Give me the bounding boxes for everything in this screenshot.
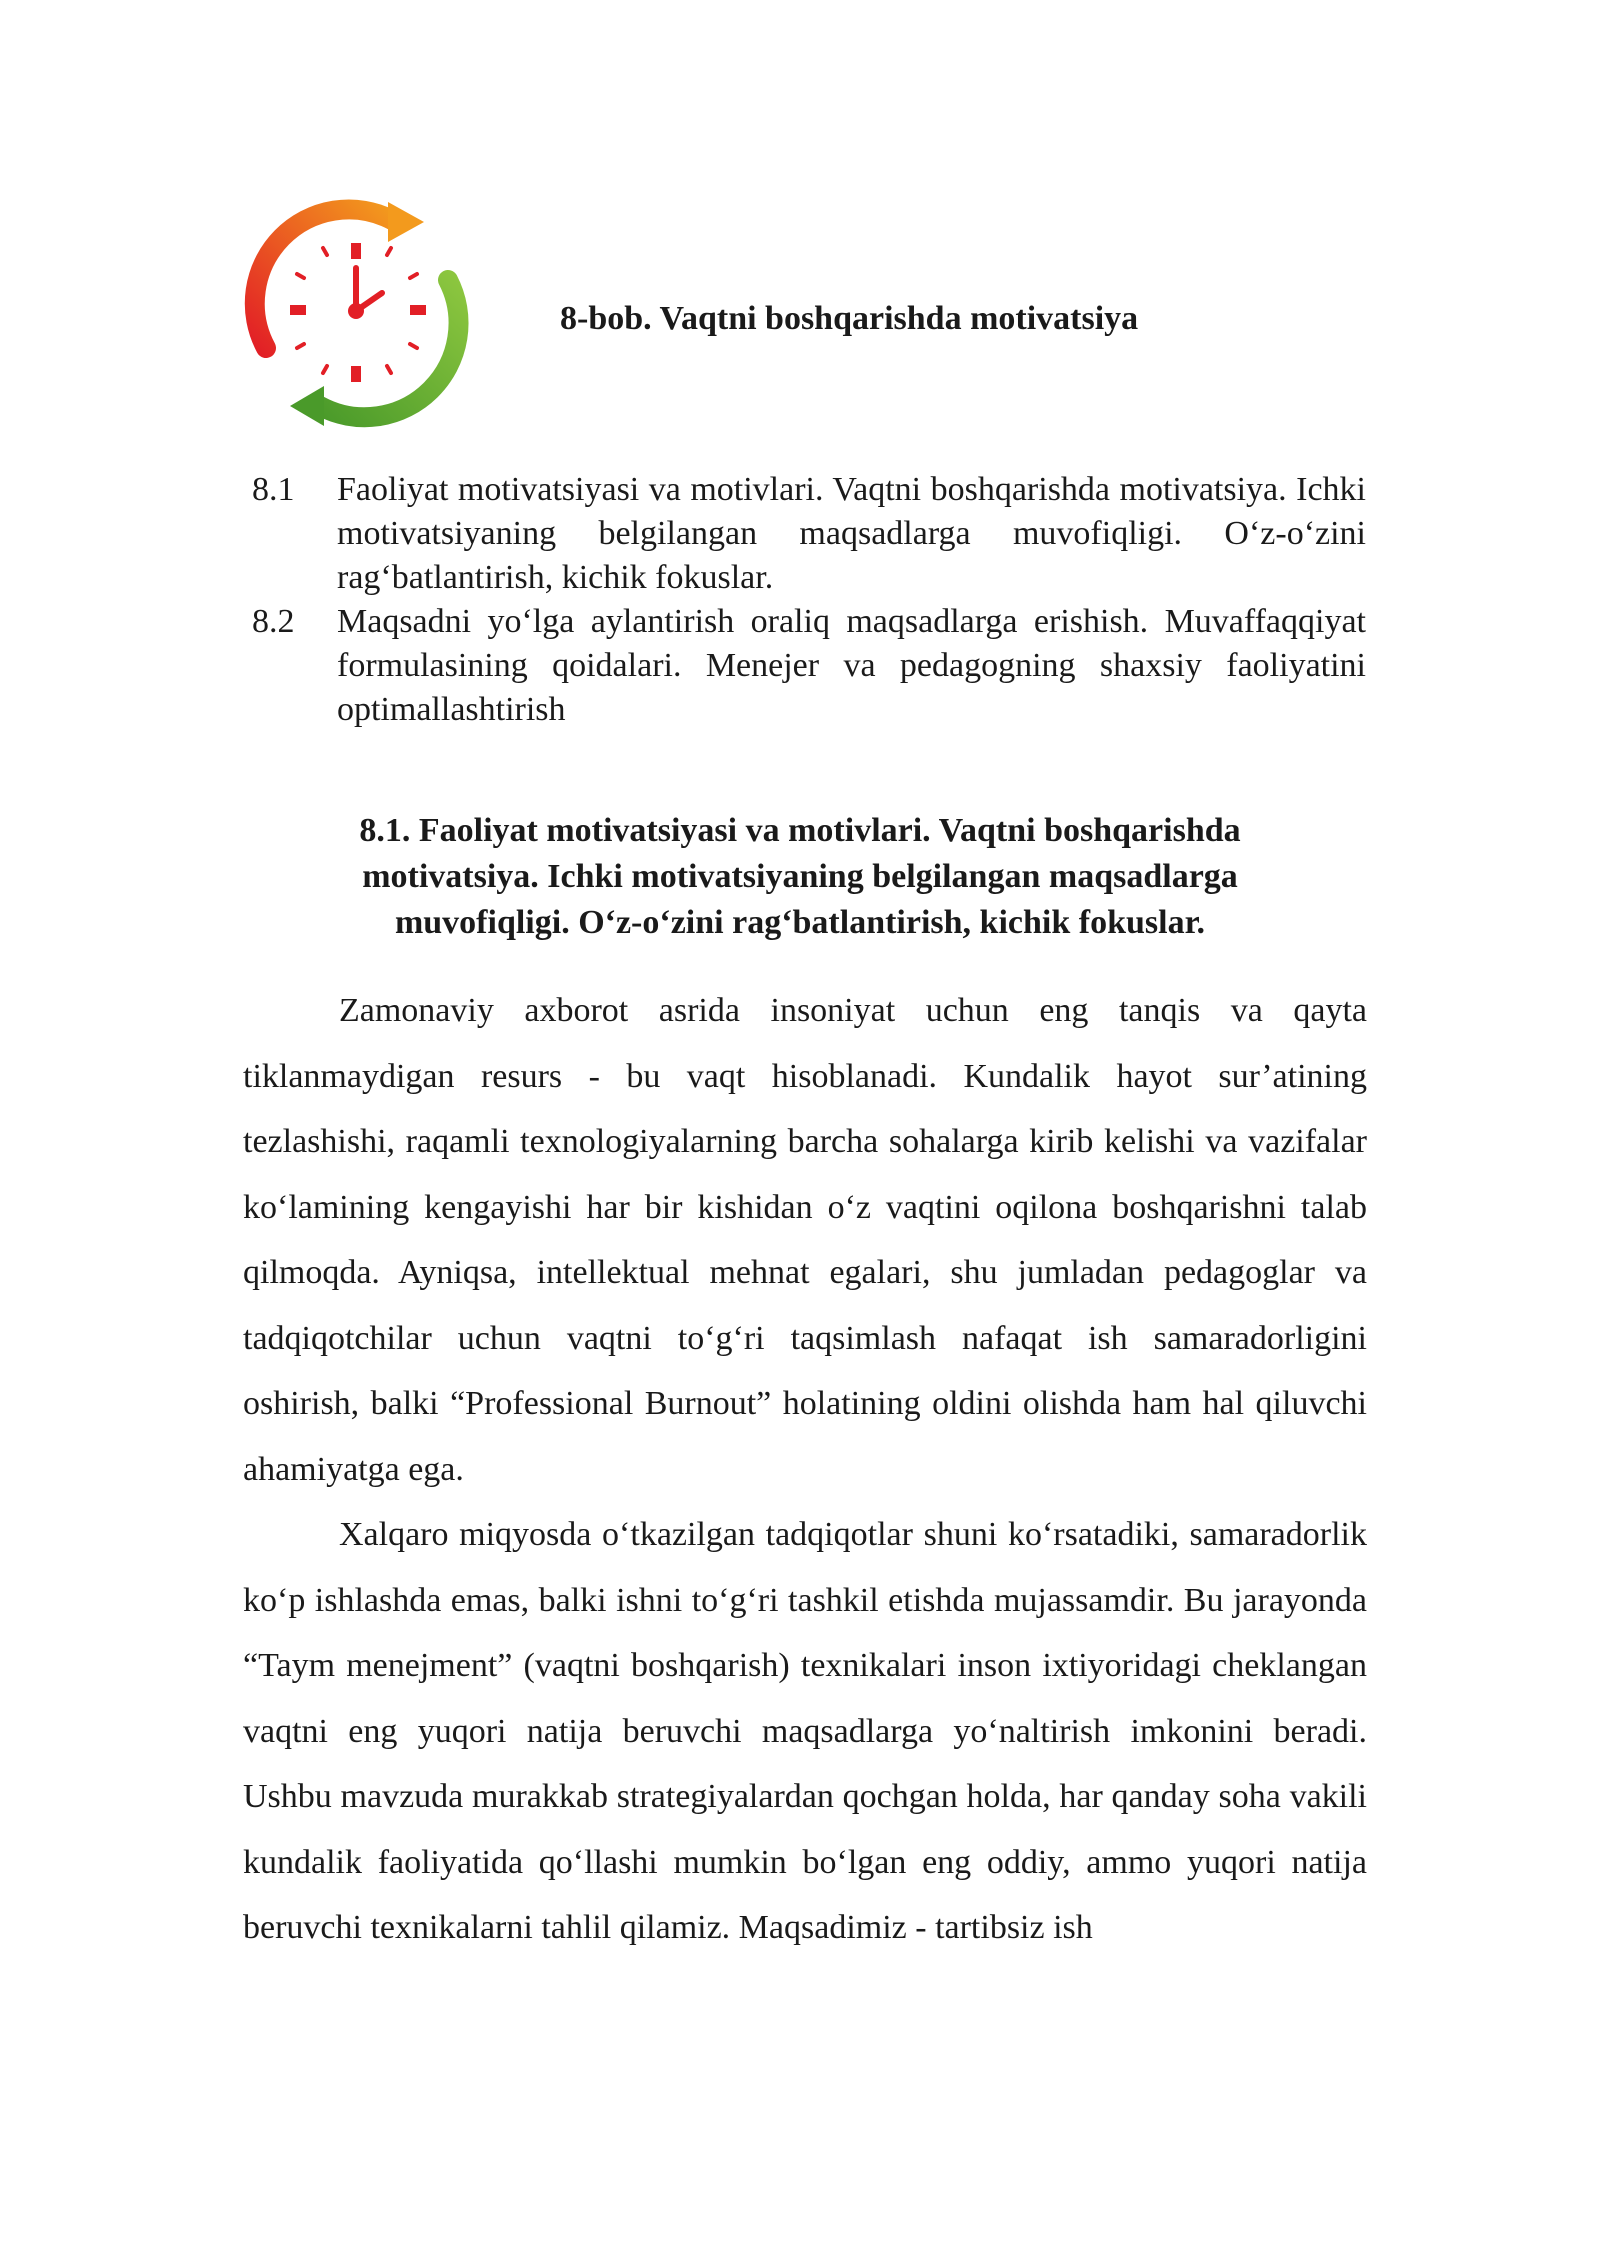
paragraph: Xalqaro miqyosda o‘tkazilgan tadqiqotlar shuni ko‘rsatadiki, samaradorlik ko‘p ishlashda emas, balki ishni to‘g‘ri tashkil etishda mujassamdir. Bu jarayonda “Taym menejment” (vaqtni boshqarish) texnikalari inson ixtiyoridagi cheklangan vaqtni eng yuqori natija beruvchi maqsadlarga yo‘naltirish imkonini beradi. Ushbu mavzuda murakkab strategiyalardan qochgan holda, har qanday soha vakili kundalik faoliyatida qo‘llashi mumkin bo‘lgan eng oddiy, ammo yuqori natija beruvchi texnikalarni tahlil qilamiz. Maqsadimiz - tartibsiz ish — [243, 1516, 1367, 1946]
toc-item-text: Maqsadni yo‘lga aylantirish oraliq maqsadlarga erishish. Muvaffaqqiyat formulasining qoidalari. Menejer va pedagogning shaxsiy faoliyatini optimallashtirish — [337, 603, 1366, 728]
section-title — [250, 808, 1350, 946]
table-of-contents — [252, 468, 1366, 732]
chapter-title: 8-bob. Vaqtni boshqarishda motivatsiya — [560, 300, 1139, 337]
toc-item-text: Faoliyat motivatsiyasi va motivlari. Vaqtni boshqarishda motivatsiya. Ichki motivatsiyaning belgilangan maqsadlarga muvofiqligi. O‘z-o‘zini rag‘batlantirish, kichik fokuslar. — [337, 471, 1366, 596]
paragraph: Zamonaviy axborot asrida insoniyat uchun eng tanqis va qayta tiklanmaydigan resurs - bu vaqt hisoblanadi. Kundalik hayot sur’atining tezlashishi, raqamli texnologiyalarning barcha sohalarga kirib kelishi va vazifalar ko‘lamining kengayishi har bir kishidan o‘z vaqtini oqilona boshqarishni talab qilmoqda. Ayniqsa, intellektual mehnat egalari, shu jumladan pedagoglar va tadqiqotchilar uchun vaqtni to‘g‘ri taqsimlash nafaqat ish samaradorligini oshirish, balki “Professional Burnout” holatining oldini olishda ham hal qiluvchi ahamiyatga ega. — [243, 992, 1367, 1488]
toc-item — [252, 468, 1366, 600]
toc-item-number: 8.2 — [252, 603, 295, 640]
body-text — [243, 978, 1367, 1961]
section-title-line: motivatsiya. Ichki motivatsiyaning belgilangan maqsadlarga — [362, 858, 1238, 895]
section-title-line: 8.1. Faoliyat motivatsiyasi va motivlari. Vaqtni boshqarishda — [359, 812, 1241, 849]
clock-arrows-icon — [242, 198, 472, 428]
toc-item-number: 8.1 — [252, 471, 295, 508]
section-title-line: muvofiqligi. O‘z-o‘zini rag‘batlantirish, kichik fokuslar. — [394, 904, 1206, 941]
toc-item — [252, 600, 1366, 732]
